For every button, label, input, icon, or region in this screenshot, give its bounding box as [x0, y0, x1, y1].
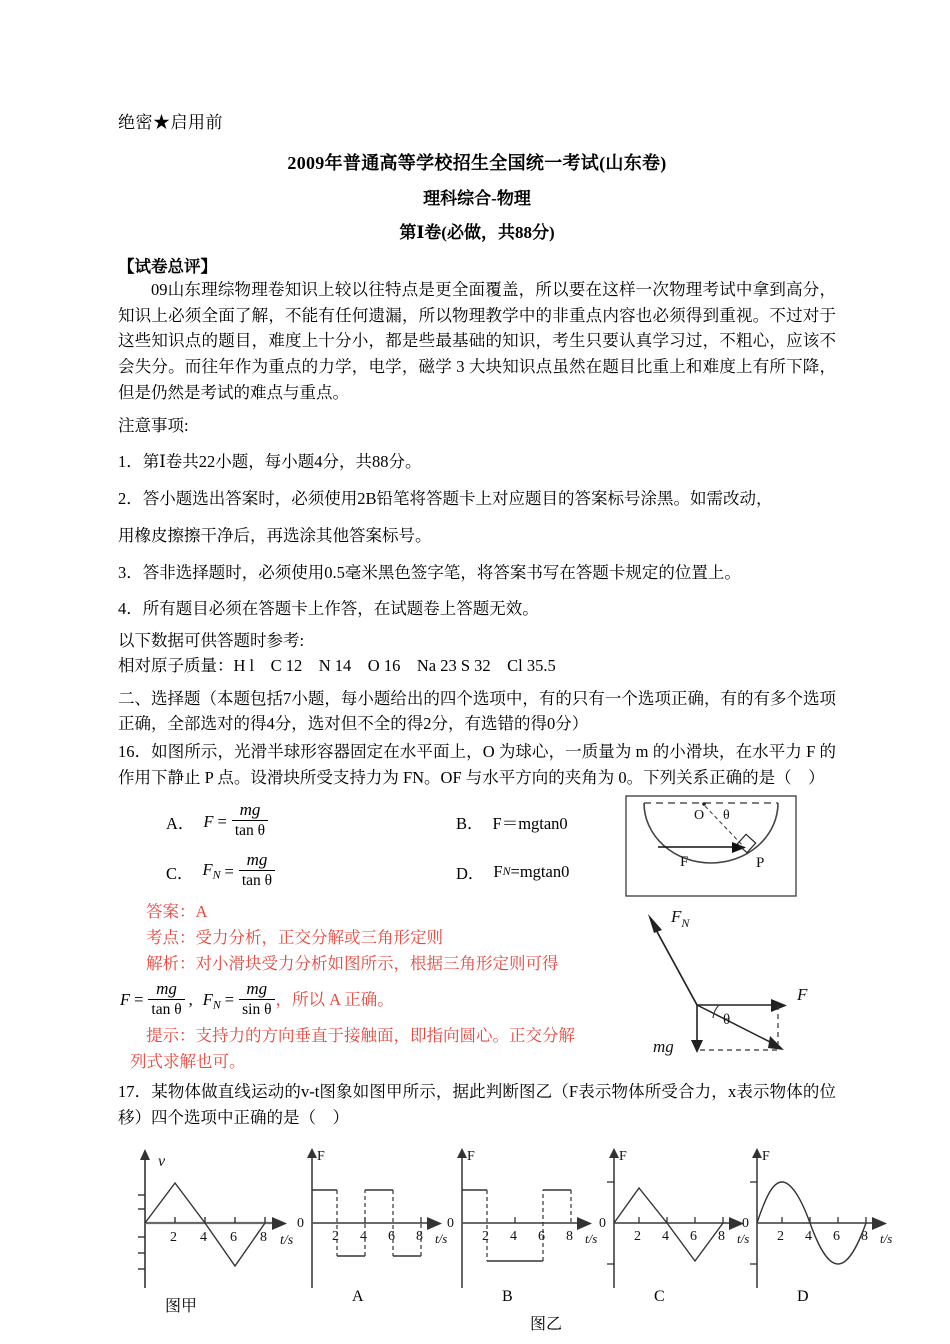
formula-FN: $F_N$ = $\frac{mg}{\text{sin θ}}$ — [203, 980, 276, 1021]
origin-label: 0 — [599, 1216, 606, 1231]
option-d[interactable] — [456, 860, 569, 884]
formula-FN-denominator: sin θ — [242, 1001, 272, 1019]
y-axis-arrow — [752, 1148, 762, 1158]
origin-label: 0 — [447, 1216, 454, 1231]
option-c[interactable] — [166, 851, 456, 892]
caption-fig-yi: 图乙 — [530, 1316, 563, 1333]
x-tick-label-2: 2 — [777, 1229, 784, 1244]
x-tick-label-6: 6 — [833, 1229, 840, 1244]
y-axis-label-F: F — [317, 1149, 325, 1164]
question-16-stem-text: 16．如图所示，光滑半球形容器固定在水平面上，O 为球心，一质量为 m 的小滑块，在水平力 F 的作用下静止 P 点。设滑块所受支持力为 FN。OF 与水平方向的夹角为 0。下列关系正确的是（ ） — [118, 742, 836, 787]
graph-fig-jia-svg — [120, 1148, 305, 1298]
subject-title: 理科综合-物理 — [423, 189, 531, 208]
graph-option-b-svg — [440, 1148, 615, 1298]
section-heading: 二、选择题（本题包括7小题，每小题给出的四个选项中，有的只有一个选项正确，有的有多个选项正确，全部选对的得4分，选对但不全的得2分，有选错的得0分） — [118, 688, 836, 734]
x-axis-label: t/s — [435, 1231, 448, 1246]
x-tick-label-4: 4 — [360, 1229, 367, 1244]
graph-option-b — [440, 1148, 615, 1303]
formula-tail: ，所以 A 正确。 — [275, 990, 394, 1010]
force-curve — [614, 1188, 723, 1261]
x-tick-label-6: 6 — [230, 1230, 237, 1245]
hint-line-2: 列式求解也可。 — [130, 1051, 246, 1071]
option-b[interactable] — [456, 810, 568, 834]
x-tick-label-2: 2 — [482, 1229, 489, 1244]
caption-option-b: B — [502, 1288, 513, 1305]
x-tick-label-8: 8 — [566, 1229, 573, 1244]
origin-label: 0 — [742, 1216, 749, 1231]
normal-force-arrow-line — [655, 928, 697, 1005]
notice-item-2-cont: 用橡皮擦擦干净后，再选涂其他答案标号。 — [118, 525, 432, 545]
y-axis-arrow — [457, 1148, 467, 1158]
question-17-graphs — [110, 1148, 940, 1344]
x-tick-label-2: 2 — [170, 1230, 177, 1245]
label-theta-force: θ — [723, 1012, 731, 1028]
option-b-expression: F＝mgtan0 — [492, 813, 568, 833]
reference-heading: 以下数据可供答题时参考: — [118, 631, 305, 651]
graph-option-d — [735, 1148, 915, 1303]
normal-force-arrow-head — [648, 914, 662, 933]
question-16-options — [118, 797, 678, 897]
weight-arrow-head — [691, 1040, 703, 1053]
notice-heading: 注意事项: — [118, 415, 189, 435]
formula-FN-numerator: mg — [239, 979, 274, 1001]
center-point-dot — [702, 802, 706, 806]
x-tick-label-8: 8 — [718, 1229, 725, 1244]
y-axis-label-F: F — [467, 1149, 475, 1164]
notice-item-1: 1．第Ⅰ卷共22小题，每小题4分，共88分。 — [118, 452, 422, 472]
x-tick-label-6: 6 — [538, 1229, 545, 1244]
notice-item-2: 2．答小题选出答案时，必须使用2B铅笔将答题卡上对应题目的答案标号涂黑。如需改动， — [118, 489, 773, 509]
x-axis-label: t/s — [585, 1231, 598, 1246]
resultant-arrow-head — [768, 1036, 784, 1050]
x-tick-label-2: 2 — [332, 1229, 339, 1244]
x-tick-label-6: 6 — [388, 1229, 395, 1244]
reference-atomic-masses: 相对原子质量：H l C 12 N 14 O 16 Na 23 S 32 Cl 35.5 — [118, 655, 556, 675]
part-title: 第Ⅰ卷(必做，共88分) — [399, 223, 555, 242]
keypoint-line: 考点：受力分析，正交分解或三角形定则 — [146, 927, 443, 947]
option-a[interactable] — [166, 801, 456, 842]
x-tick-label-8: 8 — [260, 1230, 267, 1245]
question-17-stem: 17．某物体做直线运动的v-t图象如图甲所示，据此判断图乙（F表示物体所受合力，x表示物体的位移）四个选项中正确的是（ ） — [118, 1081, 836, 1127]
caption-option-c: C — [654, 1288, 665, 1305]
x-axis-arrow — [577, 1217, 592, 1230]
caption-fig-jia: 图甲 — [165, 1298, 198, 1315]
y-axis-label-F: F — [619, 1149, 627, 1164]
y-axis-arrow — [307, 1148, 317, 1158]
option-c-label: C． — [166, 863, 194, 883]
force-label-F: F — [680, 854, 689, 870]
option-a-fraction — [232, 800, 268, 841]
x-tick-label-6: 6 — [690, 1229, 697, 1244]
option-d-label: D． — [456, 863, 485, 883]
option-b-label: B． — [456, 813, 484, 833]
formula-F-numerator: mg — [148, 979, 184, 1001]
resultant-line — [697, 1005, 778, 1046]
option-row-ab — [118, 797, 678, 847]
option-c-numerator: mg — [239, 850, 275, 872]
x-axis-arrow — [272, 1217, 287, 1230]
graph-fig-jia — [120, 1148, 305, 1315]
formula-F-denominator: tan θ — [151, 1001, 182, 1019]
option-a-label: A． — [166, 813, 195, 833]
x-axis-label: t/s — [280, 1233, 294, 1248]
notice-item-3: 3．答非选择题时，必须使用0.5毫米黑色签字笔，将答案书写在答题卡规定的位置上。 — [118, 562, 741, 582]
formula-FN-fraction — [239, 979, 274, 1020]
x-axis-label: t/s — [880, 1231, 893, 1246]
x-axis-label: t/s — [737, 1231, 750, 1246]
option-a-denominator: tan θ — [234, 822, 266, 840]
origin-label: 0 — [297, 1216, 304, 1231]
answer-line: 答案：A — [146, 901, 208, 921]
option-c-lhs: $F_N$ — [202, 860, 221, 882]
analysis-formula-row: F = $\frac{mg}{\text{tan θ}}$ , $F_N$ = $\frac{mg}{\text{sin θ}}$ ，所以 A 正确。 — [120, 980, 836, 1021]
graph-option-a — [290, 1148, 465, 1303]
velocity-curve — [145, 1183, 265, 1266]
hemisphere-bowl-svg — [622, 792, 842, 904]
option-a-numerator: mg — [232, 800, 268, 822]
option-c-expression: $F_N$ = $\frac{mg}{\text{tan θ}}$ — [203, 851, 277, 892]
label-mg: mg — [653, 1037, 674, 1056]
option-a-expression: F = $\frac{mg}{\text{tan θ}}$ — [203, 801, 269, 842]
graph-option-d-svg — [735, 1148, 915, 1298]
secret-header: 绝密★启用前 — [118, 113, 223, 132]
review-heading: 【试卷总评】 — [118, 257, 217, 276]
hemisphere-bowl-figure — [622, 792, 842, 909]
formula-F: F = $\frac{mg}{\text{tan θ}}$ — [120, 980, 186, 1021]
caption-option-d: D — [797, 1288, 809, 1305]
page-title: 2009年普通高等学校招生全国统一考试(山东卷) — [287, 153, 667, 173]
question-16-stem — [118, 739, 836, 790]
angle-label-theta: θ — [723, 808, 730, 823]
container-outline — [626, 796, 796, 896]
option-a-lhs: F — [203, 811, 214, 831]
force-triangle-figure — [645, 900, 860, 1065]
y-axis-label-F: F — [762, 1149, 770, 1164]
x-tick-label-2: 2 — [634, 1229, 641, 1244]
y-axis-arrow — [140, 1149, 150, 1160]
x-tick-label-4: 4 — [805, 1229, 812, 1244]
title-block — [118, 149, 836, 243]
label-FN: $F_N$ — [671, 907, 690, 930]
review-paragraph: 09山东理综物理卷知识上较以往特点是更全面覆盖，所以要在这样一次物理考试中拿到高分，知识上必须全面了解，不能有任何遗漏，所以物理教学中的非重点内容也必须得到重视。不过对于这些知识点的题目，难度上十分小，都是些最基础的知识，考生只要认真学习过，不粗心，应该不会失分。而往年作为重点的力学，电学，磁学 3 大块知识点虽然在题目比重上和难度上有所下降，但是仍然是考试的难点与重点。 — [118, 280, 836, 402]
formula-F-fraction — [148, 979, 184, 1020]
y-axis-label-v: v — [158, 1153, 166, 1170]
option-c-denominator: tan θ — [241, 872, 273, 890]
center-label-O: O — [694, 808, 705, 823]
graph-option-a-svg — [290, 1148, 465, 1298]
x-tick-label-8: 8 — [861, 1229, 868, 1244]
label-F-horizontal: F — [797, 985, 808, 1004]
x-tick-label-4: 4 — [200, 1230, 207, 1245]
option-d-expression: F N =mgtan0 — [493, 861, 570, 881]
x-tick-label-4: 4 — [662, 1229, 669, 1244]
option-c-fraction — [239, 850, 275, 891]
x-tick-label-4: 4 — [510, 1229, 517, 1244]
horizontal-force-arrow-head — [771, 999, 787, 1012]
force-triangle-svg — [645, 900, 860, 1060]
analysis-line: 解析：对小滑块受力分析如图所示，根据三角形定则可得 — [146, 953, 559, 973]
y-axis-arrow — [609, 1148, 619, 1158]
x-tick-label-8: 8 — [416, 1229, 423, 1244]
force-arrow-head — [732, 842, 746, 853]
caption-option-a: A — [352, 1288, 364, 1305]
hint-line-1: 提示：支持力的方向垂直于接触面，即指向圆心。正交分解 — [146, 1025, 575, 1045]
option-row-cd — [118, 847, 678, 897]
x-axis-arrow — [872, 1217, 887, 1230]
point-label-P: P — [756, 855, 765, 871]
notice-item-4: 4．所有题目必须在答题卡上作答，在试题卷上答题无效。 — [118, 599, 539, 619]
